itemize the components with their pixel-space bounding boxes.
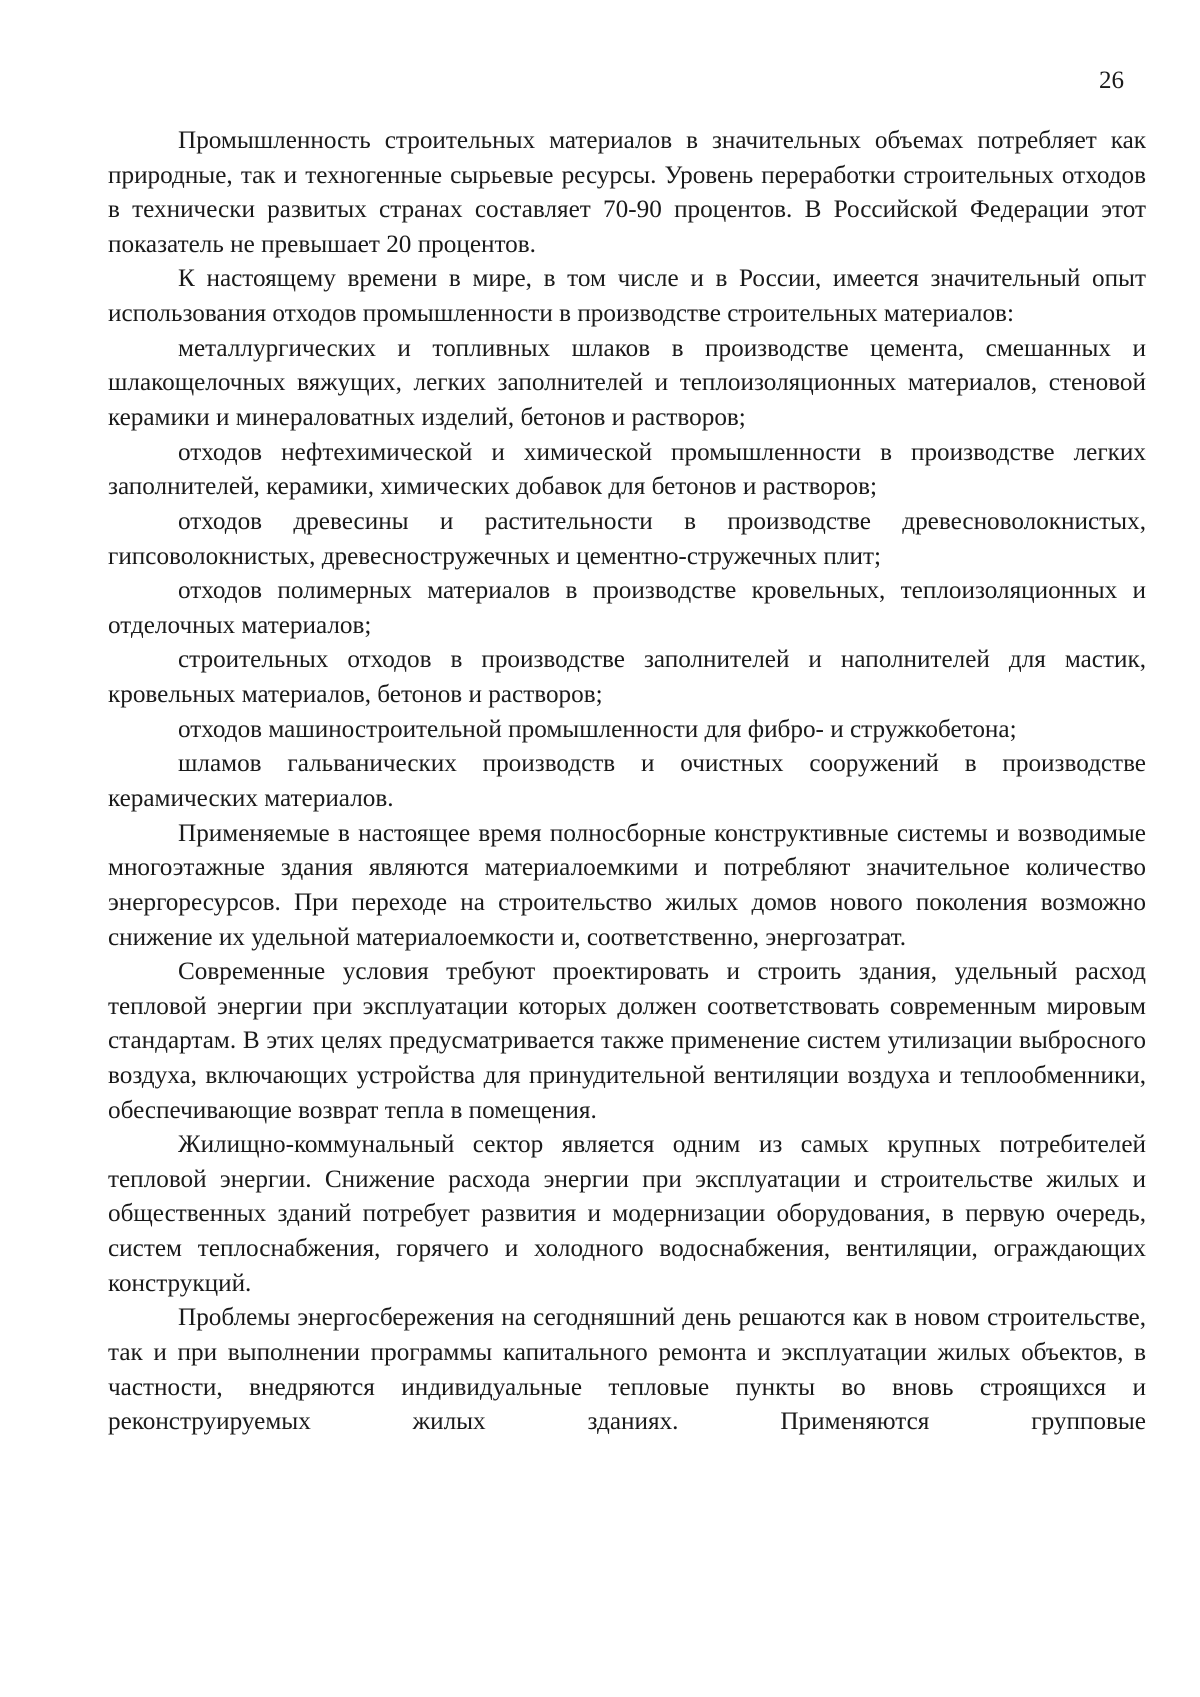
- paragraph: Жилищно-коммунальный сектор является одним из самых крупных потребителей тепловой энергии. Снижение расхода энергии при эксплуатации и строительстве жилых и общественных зданий потребует развития и модернизации оборудования, в первую очередь, систем теплоснабжения, горячего и холодного водоснабжения, вентиляции, ограждающих конструкций.: [108, 1131, 1146, 1297]
- list-item-paragraph: отходов нефтехимической и химической промышленности в производстве легких заполнителей, керамики, химических добавок для бетонов и растворов;: [108, 438, 1146, 501]
- paragraph: Современные условия требуют проектировать и строить здания, удельный расход тепловой энергии при эксплуатации которых должен соответствовать современным мировым стандартам. В этих целях предусматривается также применение систем утилизации выбросного воздуха, включающих устройства для принудительной вентиляции воздуха и теплообменники, обеспечивающие возврат тепла в помещения.: [108, 958, 1146, 1124]
- list-item-paragraph: строительных отходов в производстве заполнителей и наполнителей для мастик, кровельных материалов, бетонов и растворов;: [108, 646, 1146, 709]
- paragraph: Применяемые в настоящее время полносборные конструктивные системы и возводимые многоэтажные здания являются материалоемкими и потребляют значительное количество энергоресурсов. При переходе на строительство жилых домов нового поколения возможно снижение их удельной материалоемкости и, соответственно, энергозатрат.: [108, 819, 1146, 951]
- paragraph: К настоящему времени в мире, в том числе и в России, имеется значительный опыт использования отходов промышленности в производстве строительных материалов:: [108, 265, 1146, 328]
- list-item-paragraph: отходов машиностроительной промышленности для фибро- и стружкобетона;: [178, 715, 1017, 743]
- list-item-paragraph: металлургических и топливных шлаков в производстве цемента, смешанных и шлакощелочных вяжущих, легких заполнителей и теплоизоляционных материалов, стеновой керамики и минераловатных изделий, бетонов и растворов;: [108, 334, 1146, 431]
- page-number: 26: [1099, 67, 1124, 94]
- paragraph: Промышленность строительных материалов в значительных объемах потребляет как природные, так и техногенные сырьевые ресурсы. Уровень переработки строительных отходов в технически развитых странах составляет 70-90 процентов. В Российской Федерации этот показатель не превышает 20 процентов.: [108, 127, 1146, 258]
- list-item-paragraph: отходов полимерных материалов в производстве кровельных, теплоизоляционных и отделочных материалов;: [108, 577, 1146, 639]
- list-item-paragraph: отходов древесины и растительности в производстве древесноволокнистых, гипсоволокнистых, древесностружечных и цементно-стружечных плит;: [108, 507, 1146, 570]
- body-text: [108, 124, 1146, 1440]
- paragraph: Проблемы энергосбережения на сегодняшний день решаются как в новом строительстве, так и при выполнении программы капитального ремонта и эксплуатации жилых объектов, в частности, внедряются индивидуальные тепловые пункты во вновь строящихся и реконструируемых жилых зданиях. Применяются групповые: [108, 1304, 1146, 1436]
- list-item-paragraph: шламов гальванических производств и очистных сооружений в производстве керамических материалов.: [108, 750, 1146, 813]
